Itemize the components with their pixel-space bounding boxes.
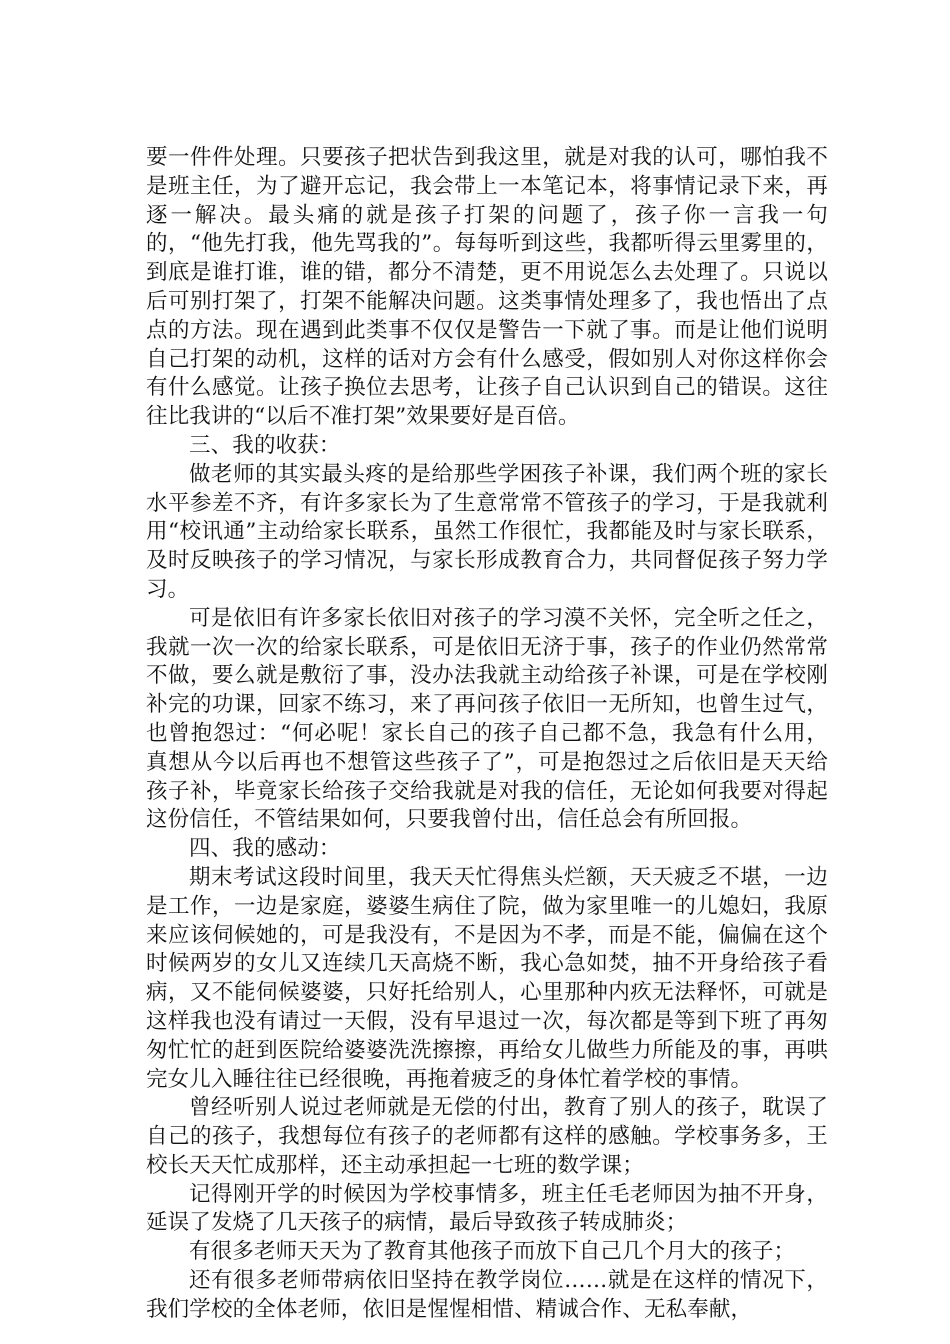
- section-heading-moved: 四、我的感动：: [189, 836, 341, 862]
- paragraph-teachers-dedication: 还有很多老师带病依旧坚持在教学岗位……就是在这样的情况下，我们学校的全体老师，依旧是惺惺相惜、精诚合作、无私奉献，: [146, 1268, 828, 1322]
- paragraph-selfless-giving: 曾经听别人说过老师就是无偿的付出，教育了别人的孩子，耽误了自己的孩子，我想每位有孩子的老师都有这样的感触。学校事务多，王校长天天忙成那样，还主动承担起一七班的数学课；: [146, 1095, 828, 1178]
- paragraph-tutoring: 做老师的其实最头疼的是给那些学困孩子补课，我们两个班的家长水平参差不齐，有许多家长为了生意常常不管孩子的学习，于是我就利用“校讯通”主动给家长联系，虽然工作很忙，我都能及时与家长联系，及时反映孩子的学习情况，与家长形成教育合力，共同督促孩子努力学习。: [146, 461, 828, 602]
- paragraph-final-exams: 期末考试这段时间里，我天天忙得焦头烂额，天天疲乏不堪，一边是工作，一边是家庭，婆婆生病住了院，做为家里唯一的儿媳妇，我原来应该伺候她的，可是我没有，不是因为不孝，而是不能，偏偏在这个时候两岁的女儿又连续几天高烧不断，我心急如焚，抽不开身给孩子看病，又不能伺候婆婆，只好托给别人，心里那种内疚无法释怀，可就是这样我也没有请过一天假，没有早退过一次，每次都是等到下班了再匆匆忙忙的赶到医院给婆婆洗洗擦擦，再给女儿做些力所能及的事，再哄完女儿入睡往往已经很晚，再拖着疲乏的身体忙着学校的事情。: [146, 864, 828, 1092]
- document-page: [146, 144, 828, 1325]
- paragraph-teachers-children: 有很多老师天天为了教育其他孩子而放下自己几个月大的孩子；: [189, 1239, 796, 1265]
- section-heading-harvest: 三、我的收获：: [189, 432, 341, 458]
- paragraph-teacher-mao: 记得刚开学的时候因为学校事情多，班主任毛老师因为抽不开身，延误了发烧了几天孩子的病情，最后导致孩子转成肺炎；: [146, 1181, 828, 1236]
- paragraph-handling-fights: 要一件件处理。只要孩子把状告到我这里，就是对我的认可，哪怕我不是班主任，为了避开忘记，我会带上一本笔记本，将事情记录下来，再逐一解决。最头痛的就是孩子打架的问题了，孩子你一言我一句的，“他先打我，他先骂我的”。每每听到这些，我都听得云里雾里的，到底是谁打谁，谁的错，都分不清楚，更不用说怎么去处理了。只说以后可别打架了，打架不能解决问题。这类事情处理多了，我也悟出了点点的方法。现在遇到此类事不仅仅是警告一下就了事。而是让他们说明自己打架的动机，这样的话对方会有什么感受，假如别人对你这样你会有什么感觉。让孩子换位去思考，让孩子自己认识到自己的错误。这往往比我讲的“以后不准打架”效果要好是百倍。: [146, 145, 828, 430]
- paragraph-parents-indifference: 可是依旧有许多家长依旧对孩子的学习漠不关怀，完全听之任之，我就一次一次的给家长联系，可是依旧无济于事，孩子的作业仍然常常不做，要么就是敷衍了事，没办法我就主动给孩子补课，可是在学校刚补完的功课，回家不练习，来了再问孩子依旧一无所知，也曾生过气，也曾抱怨过：“何必呢！家长自己的孩子自己都不急，我急有什么用，真想从今以后再也不想管这些孩子了”，可是抱怨过之后依旧是天天给孩子补，毕竟家长给孩子交给我就是对我的信任，无论如何我要对得起这份信任，不管结果如何，只要我曾付出，信任总会有所回报。: [146, 605, 828, 833]
